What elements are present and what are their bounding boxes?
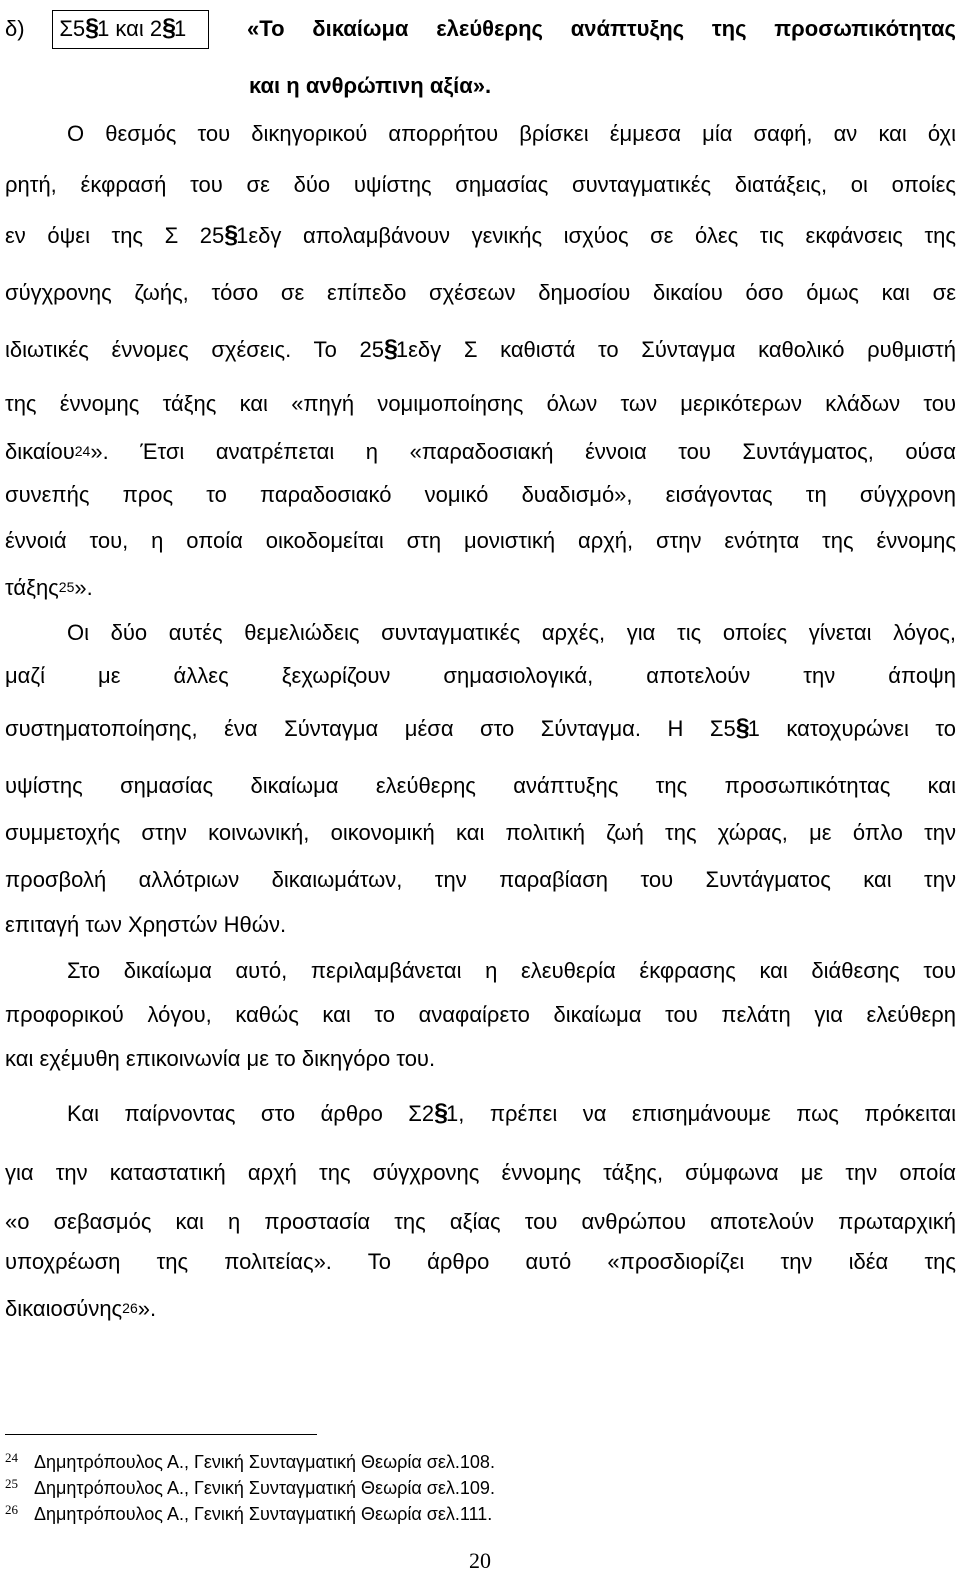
- paragraph-line: σύγχρονης ζωής, τόσο σε επίπεδο σχέσεων δημοσίου δικαίου όσο όμως και σε: [5, 280, 956, 305]
- paragraph-line: έννοιά του, η οποία οικοδομείται στη μονιστική αρχή, στην ενότητα της έννομης: [5, 528, 956, 553]
- section-symbol: §: [383, 335, 395, 363]
- footnote-text: Δημητρόπουλος Α., Γενική Συνταγματική Θεωρία σελ.109.: [34, 1478, 495, 1498]
- section-heading: [5, 16, 956, 43]
- footnote-ref: 24: [74, 443, 91, 459]
- paragraph-line: μαζί με άλλες ξεχωρίζουν σημασιολογικά, αποτελούν την άποψη: [5, 663, 956, 688]
- heading-label: δ): [5, 16, 25, 41]
- paragraph-line: Ο θεσμός του δικηγορικού απορρήτου βρίσκει έμμεσα μία σαφή, αν και όχι: [67, 121, 956, 146]
- heading-title-continued: και η ανθρώπινη αξία».: [249, 73, 492, 98]
- paragraph-line: τάξης$^{25}$».: [5, 575, 93, 600]
- footnote-text: Δημητρόπουλος Α., Γενική Συνταγματική Θεωρία σελ.108.: [34, 1452, 495, 1472]
- footnote-number: 24: [5, 1450, 18, 1465]
- paragraph-line: για την καταστατική αρχή της σύγχρονης έννομης τάξης, σύμφωνα με την οποία: [5, 1160, 956, 1185]
- footnote: [5, 1477, 495, 1501]
- paragraph-line: Στο δικαίωμα αυτό, περιλαμβάνεται η ελευθερία έκφρασης και διάθεσης του: [67, 958, 956, 983]
- footnote-ref: 26: [122, 1300, 138, 1316]
- section-symbol: §: [434, 1099, 446, 1127]
- paragraph-line: επιταγή των Χρηστών Ηθών.: [5, 912, 287, 937]
- footnote: [5, 1451, 495, 1475]
- paragraph-line: της έννομης τάξης και «πηγή νομιμοποίησης όλων των μερικότερων κλάδων του: [5, 391, 956, 416]
- paragraph-line: Και παίρνοντας στο άρθρο Σ2§1, πρέπει να επισημάνουμε πως πρόκειται: [67, 1099, 956, 1127]
- paragraph-line: συνεπής προς το παραδοσιακό νομικό δυαδισμό», εισάγοντας τη σύγχρονη: [5, 482, 956, 507]
- paragraph-line: συστηματοποίησης, ένα Σύνταγμα μέσα στο Σύνταγμα. Η Σ5§1 κατοχυρώνει το: [5, 714, 956, 742]
- heading-article-reference: Σ5§1 και 2§1: [52, 10, 209, 49]
- footnote: [5, 1503, 492, 1527]
- heading-title: «Το δικαίωμα ελεύθερης ανάπτυξης της προσωπικότητας: [247, 16, 956, 41]
- page-number: 20: [469, 1548, 491, 1573]
- paragraph-line: υψίστης σημασίας δικαίωμα ελεύθερης ανάπτυξης της προσωπικότητας και: [5, 773, 956, 798]
- paragraph-line: «ο σεβασμός και η προστασία της αξίας του ανθρώπου αποτελούν πρωταρχική: [5, 1209, 956, 1234]
- paragraph-line: δικαίου$^{24}$». Έτσι ανατρέπεται η «παραδοσιακή έννοια του Συντάγματος, ούσα: [5, 439, 956, 464]
- section-symbol: §: [735, 714, 747, 742]
- paragraph-line: εν όψει της Σ 25§1εδγ απολαμβάνουν γενικής ισχύος σε όλες τις εκφάνσεις της: [5, 221, 956, 249]
- section-symbol: §: [224, 221, 236, 249]
- paragraph-line: Οι δύο αυτές θεμελιώδεις συνταγματικές αρχές, για τις οποίες γίνεται λόγος,: [67, 620, 956, 645]
- paragraph-line: ιδιωτικές έννομες σχέσεις. Το 25§1εδγ Σ καθιστά το Σύνταγμα καθολικό ρυθμιστή: [5, 335, 956, 363]
- paragraph-line: και εχέμυθη επικοινωνία με το δικηγόρο του.: [5, 1046, 436, 1071]
- paragraph-line: υποχρέωση της πολιτείας». Το άρθρο αυτό «προσδιορίζει την ιδέα της: [5, 1249, 956, 1274]
- paragraph-line: ρητή, έκφρασή του σε δύο υψίστης σημασίας συνταγματικές διατάξεις, οι οποίες: [5, 172, 956, 197]
- footnote-ref: 25: [58, 579, 75, 595]
- footnote-text: Δημητρόπουλος Α., Γενική Συνταγματική Θεωρία σελ.111.: [34, 1504, 493, 1524]
- paragraph-line: δικαιοσύνης$^{26}$».: [5, 1296, 157, 1321]
- footnote-separator: [5, 1434, 317, 1435]
- paragraph-line: συμμετοχής στην κοινωνική, οικονομική και πολιτική ζωή της χώρας, με όπλο την: [5, 820, 956, 845]
- paragraph-line: προφορικού λόγου, καθώς και το αναφαίρετο δικαίωμα του πελάτη για ελεύθερη: [5, 1002, 956, 1027]
- footnote-number: 25: [5, 1476, 18, 1491]
- paragraph-line: προσβολή αλλότριων δικαιωμάτων, την παραβίαση του Συντάγματος και την: [5, 867, 956, 892]
- footnote-number: 26: [5, 1502, 18, 1517]
